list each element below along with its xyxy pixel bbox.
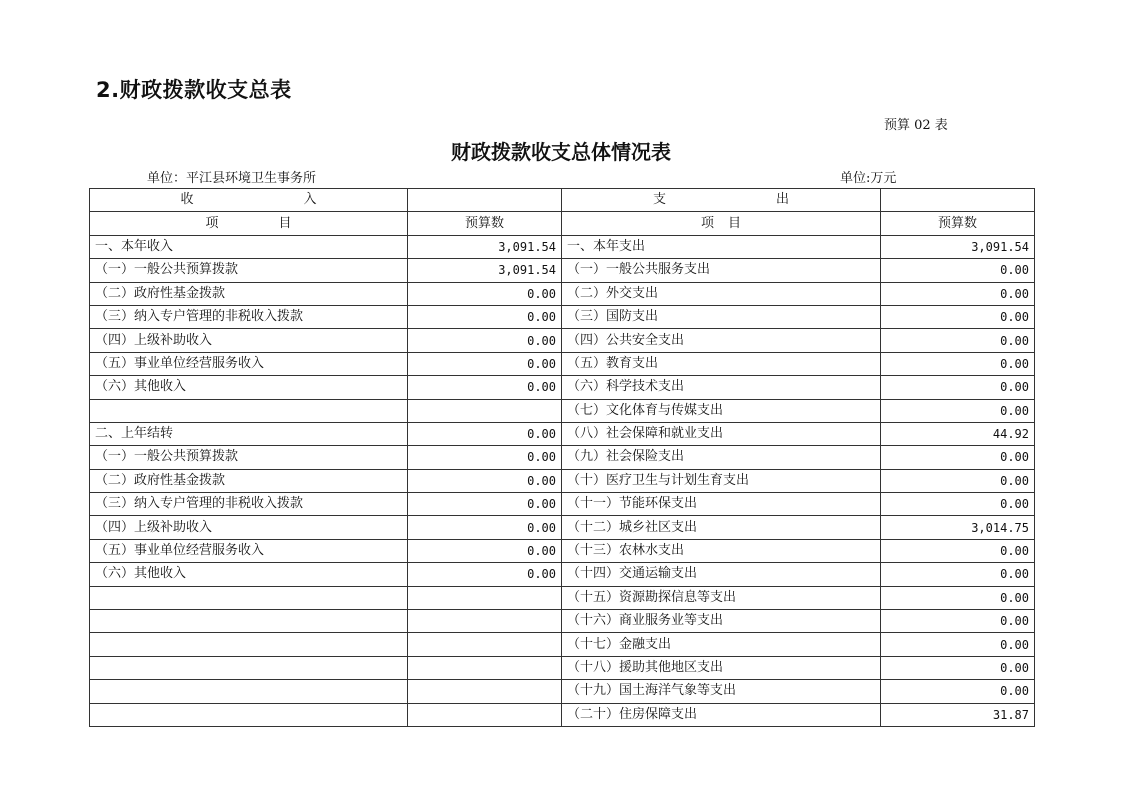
- expense-item-cell: （二）外交支出: [562, 282, 881, 305]
- expense-item-cell: （十九）国土海洋气象等支出: [562, 680, 881, 703]
- income-item-char-2: 目: [278, 215, 292, 231]
- expense-item-cell: （七）文化体育与传媒支出: [562, 399, 881, 422]
- income-item-cell: （三）纳入专户管理的非税收入拨款: [90, 305, 408, 328]
- table-row: [90, 422, 1035, 445]
- column-header-row: [90, 212, 1035, 235]
- expense-budget-cell: 0.00: [881, 493, 1035, 516]
- expense-budget-cell: 44.92: [881, 422, 1035, 445]
- unit-currency: 单位:万元: [840, 171, 897, 186]
- income-item-header: [90, 212, 408, 235]
- income-item-cell: [90, 399, 408, 422]
- income-budget-cell: [408, 656, 562, 679]
- income-item-cell: （一）一般公共预算拨款: [90, 259, 408, 282]
- expense-item-char-1: 项: [700, 215, 714, 231]
- table-row: [90, 516, 1035, 539]
- expense-item-cell: （一）一般公共服务支出: [562, 259, 881, 282]
- income-budget-header: 预算数: [408, 212, 562, 235]
- income-group-char-1: 收: [180, 192, 194, 208]
- income-budget-cell: 0.00: [408, 469, 562, 492]
- income-item-cell: （六）其他收入: [90, 376, 408, 399]
- table-row: [90, 329, 1035, 352]
- table-row: [90, 703, 1035, 726]
- expense-item-cell: （十八）援助其他地区支出: [562, 656, 881, 679]
- expense-budget-cell: 0.00: [881, 399, 1035, 422]
- expense-budget-cell: 0.00: [881, 329, 1035, 352]
- income-group-char-2: 入: [303, 192, 317, 208]
- income-item-cell: [90, 656, 408, 679]
- expense-item-cell: （八）社会保障和就业支出: [562, 422, 881, 445]
- income-budget-cell: 0.00: [408, 282, 562, 305]
- income-item-cell: （四）上级补助收入: [90, 516, 408, 539]
- table-row: [90, 399, 1035, 422]
- expense-budget-cell: 0.00: [881, 633, 1035, 656]
- income-item-char-1: 项: [205, 215, 219, 231]
- income-item-cell: [90, 610, 408, 633]
- expense-item-cell: （六）科学技术支出: [562, 376, 881, 399]
- table-row: [90, 586, 1035, 609]
- table-row: [90, 305, 1035, 328]
- expense-budget-cell: 0.00: [881, 352, 1035, 375]
- expense-budget-cell: 0.00: [881, 610, 1035, 633]
- table-row: [90, 282, 1035, 305]
- income-budget-cell: [408, 633, 562, 656]
- unit-organization: 单位：平江县环境卫生事务所: [147, 171, 317, 186]
- budget-table-body: [90, 189, 1035, 727]
- table-row: [90, 493, 1035, 516]
- income-group-blank: [408, 189, 562, 212]
- income-item-cell: （六）其他收入: [90, 563, 408, 586]
- table-row: [90, 563, 1035, 586]
- income-budget-cell: 3,091.54: [408, 259, 562, 282]
- expense-item-cell: （五）教育支出: [562, 352, 881, 375]
- table-row: [90, 680, 1035, 703]
- income-item-cell: [90, 680, 408, 703]
- income-budget-cell: 0.00: [408, 352, 562, 375]
- table-row: [90, 446, 1035, 469]
- expense-budget-cell: 31.87: [881, 703, 1035, 726]
- table-row: [90, 259, 1035, 282]
- expense-item-cell: （十）医疗卫生与计划生育支出: [562, 469, 881, 492]
- income-budget-cell: [408, 703, 562, 726]
- expense-item-cell: （十七）金融支出: [562, 633, 881, 656]
- income-item-cell: （二）政府性基金拨款: [90, 282, 408, 305]
- expense-item-cell: （三）国防支出: [562, 305, 881, 328]
- income-item-cell: （三）纳入专户管理的非税收入拨款: [90, 493, 408, 516]
- expense-budget-cell: 3,091.54: [881, 235, 1035, 258]
- income-item-cell: 二、上年结转: [90, 422, 408, 445]
- table-row: [90, 352, 1035, 375]
- expense-item-cell: （十一）节能环保支出: [562, 493, 881, 516]
- group-header-row: [90, 189, 1035, 212]
- income-budget-cell: 0.00: [408, 516, 562, 539]
- expense-budget-cell: 0.00: [881, 376, 1035, 399]
- table-row: [90, 376, 1035, 399]
- expense-item-cell: （十三）农林水支出: [562, 539, 881, 562]
- expense-item-cell: （十六）商业服务业等支出: [562, 610, 881, 633]
- expense-item-char-2: 目: [728, 215, 742, 231]
- expense-item-cell: （四）公共安全支出: [562, 329, 881, 352]
- expense-budget-cell: 0.00: [881, 469, 1035, 492]
- income-item-cell: [90, 703, 408, 726]
- income-budget-cell: 0.00: [408, 539, 562, 562]
- expense-group-char-1: 支: [652, 192, 666, 208]
- table-row: [90, 235, 1035, 258]
- expense-budget-cell: 0.00: [881, 446, 1035, 469]
- income-item-cell: [90, 633, 408, 656]
- expense-item-cell: （九）社会保险支出: [562, 446, 881, 469]
- expense-item-cell: （十二）城乡社区支出: [562, 516, 881, 539]
- expense-budget-cell: 0.00: [881, 586, 1035, 609]
- income-item-cell: （四）上级补助收入: [90, 329, 408, 352]
- expense-group-char-2: 出: [776, 192, 790, 208]
- form-code: 预算 02 表: [884, 118, 948, 133]
- income-budget-cell: 0.00: [408, 422, 562, 445]
- income-budget-cell: 0.00: [408, 376, 562, 399]
- expense-budget-cell: 0.00: [881, 259, 1035, 282]
- expense-item-header: [562, 212, 881, 235]
- income-item-cell: （五）事业单位经营服务收入: [90, 352, 408, 375]
- budget-table: [89, 188, 1035, 727]
- income-budget-cell: [408, 680, 562, 703]
- income-budget-cell: 0.00: [408, 305, 562, 328]
- table-row: [90, 469, 1035, 492]
- expense-budget-cell: 0.00: [881, 656, 1035, 679]
- expense-group-blank: [881, 189, 1035, 212]
- income-budget-cell: 0.00: [408, 563, 562, 586]
- income-budget-cell: 0.00: [408, 329, 562, 352]
- income-budget-cell: [408, 586, 562, 609]
- income-item-cell: （五）事业单位经营服务收入: [90, 539, 408, 562]
- income-item-cell: 一、本年收入: [90, 235, 408, 258]
- income-budget-cell: 3,091.54: [408, 235, 562, 258]
- table-row: [90, 656, 1035, 679]
- expense-item-cell: （二十）住房保障支出: [562, 703, 881, 726]
- income-item-cell: （二）政府性基金拨款: [90, 469, 408, 492]
- income-budget-cell: [408, 610, 562, 633]
- expense-item-cell: 一、本年支出: [562, 235, 881, 258]
- expense-budget-cell: 0.00: [881, 305, 1035, 328]
- income-item-cell: （一）一般公共预算拨款: [90, 446, 408, 469]
- expense-budget-cell: 0.00: [881, 282, 1035, 305]
- expense-budget-cell: 0.00: [881, 563, 1035, 586]
- income-group-header: [90, 189, 408, 212]
- income-budget-cell: 0.00: [408, 493, 562, 516]
- expense-item-cell: （十四）交通运输支出: [562, 563, 881, 586]
- table-title: 财政拨款收支总体情况表: [451, 140, 671, 164]
- section-title: 2.财政拨款收支总表: [96, 78, 292, 102]
- table-row: [90, 633, 1035, 656]
- income-budget-cell: [408, 399, 562, 422]
- income-item-cell: [90, 586, 408, 609]
- expense-item-cell: （十五）资源勘探信息等支出: [562, 586, 881, 609]
- expense-group-header: [562, 189, 881, 212]
- income-budget-cell: 0.00: [408, 446, 562, 469]
- expense-budget-header: 预算数: [881, 212, 1035, 235]
- expense-budget-cell: 0.00: [881, 539, 1035, 562]
- expense-budget-cell: 3,014.75: [881, 516, 1035, 539]
- table-row: [90, 610, 1035, 633]
- expense-budget-cell: 0.00: [881, 680, 1035, 703]
- table-row: [90, 539, 1035, 562]
